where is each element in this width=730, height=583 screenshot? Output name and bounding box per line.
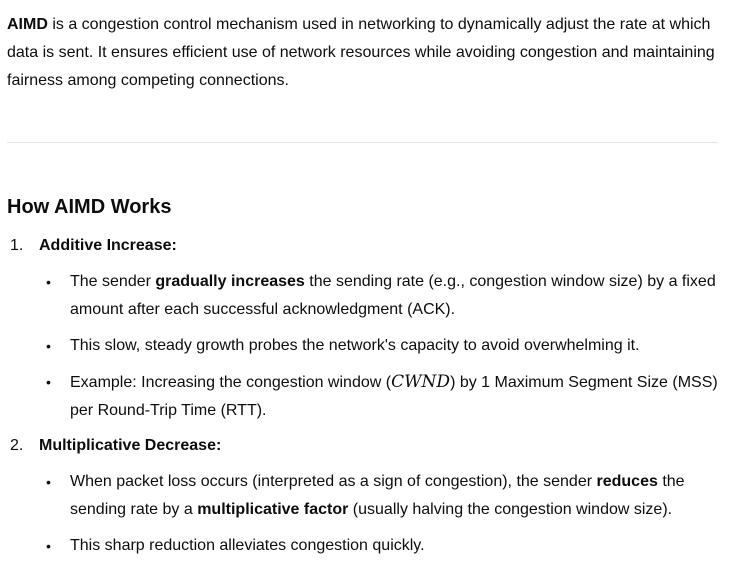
section-heading: How AIMD Works [7, 196, 172, 218]
list-item: This sharp reduction alleviates congestion quickly. [70, 537, 425, 554]
list-item: Example: Increasing the congestion window (CWND) by 1 Maximum Segment Size (MSS) per Round-Trip Time (RTT). [70, 372, 718, 419]
bullet-icon: • [46, 474, 51, 490]
list-number-2: 2. [10, 437, 24, 454]
list-item: This slow, steady growth probes the network's capacity to avoid overwhelming it. [70, 337, 640, 354]
bullet-icon: • [46, 374, 51, 390]
intro-text: is a congestion control mechanism used in networking to dynamically adjust the rate at which data is sent. It ensures efficient use of network resources while avoiding congestion and maintaining fairness among competing connections. [7, 16, 715, 89]
emphasis: reduces [596, 473, 658, 490]
emphasis: gradually increases [155, 273, 305, 290]
list-item: The sender gradually increases the sending rate (e.g., congestion window size) by a fixed amount after each successful acknowledgment (ACK). [70, 273, 716, 318]
list-title-multiplicative-decrease: Multiplicative Decrease: [39, 437, 222, 454]
emphasis: multiplicative factor [197, 501, 349, 518]
math-expression: CWND [391, 372, 451, 392]
intro-term: AIMD [7, 16, 48, 33]
bullet-icon: • [46, 338, 51, 354]
list-item: When packet loss occurs (interpreted as a sign of congestion), the sender reduces the sending rate by a multiplicative factor (usually halving the congestion window size). [70, 473, 685, 518]
bullet-icon: • [46, 538, 51, 554]
bullet-icon: • [46, 274, 51, 290]
section-divider [7, 142, 718, 143]
list-title-additive-increase: Additive Increase: [39, 237, 177, 254]
intro-paragraph [7, 11, 722, 95]
list-number-1: 1. [10, 237, 24, 254]
